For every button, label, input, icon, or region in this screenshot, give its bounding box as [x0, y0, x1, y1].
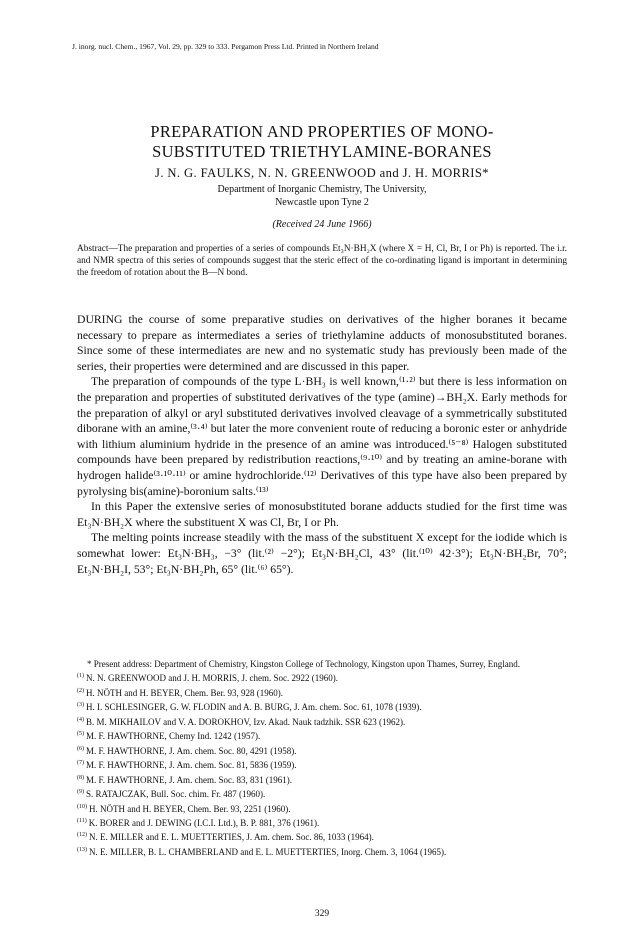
reference-text: K. BORER and J. DEWING (I.C.I. Ltd.), B. P. 881, 376 (1961). [88, 817, 320, 828]
reference-item [77, 844, 567, 858]
reference-number: (12) [77, 832, 87, 839]
paragraph-1 [77, 312, 567, 374]
article-body [77, 312, 567, 577]
reference-number: (3) [77, 702, 84, 709]
reference-item [77, 801, 567, 815]
affiliation-line-1: Department of Inorganic Chemistry, The University, [217, 184, 427, 195]
reference-number: (8) [77, 774, 84, 781]
abstract-label: Abstract [77, 244, 109, 254]
reference-number: (4) [77, 716, 84, 723]
author-list: J. N. G. FAULKS, N. N. GREENWOOD and J. H. MORRIS* [155, 166, 489, 180]
paragraph-1-text: the course of some preparative studies on derivatives of the higher boranes it became necessary to prepare as intermediates a series of triethylamine adducts of monosubstituted boranes. Since some of these intermediates are new and no systematic study has previously been made of the series, their properties were determined and are discussed in this paper. [77, 313, 567, 373]
footnotes [77, 658, 567, 858]
reference-number: (6) [77, 745, 84, 752]
article-title [30, 122, 614, 162]
reference-text: M. F. HAWTHORNE, J. Am. chem. Soc. 83, 831 (1961). [86, 774, 293, 785]
reference-item [77, 743, 567, 757]
reference-item [77, 772, 567, 786]
reference-item [77, 815, 567, 829]
reference-item [77, 757, 567, 771]
received-date: (Received 24 June 1966) [272, 219, 372, 230]
reference-text: N. N. GREENWOOD and J. H. MORRIS, J. chem. Soc. 2922 (1960). [86, 673, 338, 684]
reference-item [77, 728, 567, 742]
title-line-1: PREPARATION AND PROPERTIES OF MONO- [150, 122, 494, 141]
affiliation [30, 184, 614, 209]
reference-item [77, 685, 567, 699]
title-line-2: SUBSTITUTED TRIETHYLAMINE-BORANES [152, 142, 492, 161]
abstract [77, 243, 567, 280]
running-head: J. inorg. nucl. Chem., 1967, Vol. 29, pp. 329 to 333. Pergamon Press Ltd. Printed in Northern Ireland [72, 42, 379, 51]
reference-text: N. E. MILLER and E. L. MUETTERTIES, J. Am. chem. Soc. 86, 1033 (1964). [89, 832, 374, 843]
reference-number: (9) [77, 789, 84, 796]
page-number: 329 [314, 909, 330, 919]
paragraph-2: The preparation of compounds of the type L·BH₃ is well known,⁽¹·²⁾ but there is less information on the preparation and properties of substituted derivatives of the type (amine)→BH₂X. Early methods for the preparation of alkyl or aryl substituted derivatives involved cleavage of a symmetrically substituted diborane with an amine,⁽³·⁴⁾ but later the more convenient route of reducing a boronic ester or anhydride with lithium aluminium hydride in the presence of an amine was introduced.⁽⁵⁻⁸⁾ Halogen substituted compounds have been prepared by redistribution reactions,⁽⁹·¹⁰⁾ and by treating an amine-borane with hydrogen halide⁽³·¹⁰·¹¹⁾ or amine hydrochloride.⁽¹²⁾ Derivatives of this type have also been prepared by pyrolysing bis(amine)-boronium salts.⁽¹³⁾ [77, 375, 567, 498]
paragraph-3: In this Paper the extensive series of monosubstituted borane adducts studied for the first time was Et₃N·BH₂X where the substituent X was Cl, Br, I or Ph. [77, 500, 567, 529]
reference-text: M. F. HAWTHORNE, J. Am. chem. Soc. 80, 4291 (1958). [86, 745, 297, 756]
author-footnote: * Present address: Department of Chemistry, Kingston College of Technology, Kingston upon Thames, Surrey, England. [87, 659, 520, 669]
reference-item [77, 714, 567, 728]
affiliation-line-2: Newcastle upon Tyne 2 [275, 196, 369, 208]
drop-word: DURING [77, 313, 123, 326]
reference-number: (5) [77, 731, 84, 738]
reference-text: M. F. HAWTHORNE, Chemy Ind. 1242 (1957). [86, 731, 261, 742]
reference-number: (10) [77, 803, 87, 810]
reference-text: B. M. MIKHAILOV and V. A. DOROKHOV, Izv. Akad. Nauk tadzhik. SSR 623 (1962). [86, 716, 406, 727]
reference-text: H. NÖTH and H. BEYER, Chem. Ber. 93, 2251 (1960). [89, 803, 291, 814]
reference-text: N. E. MILLER, B. L. CHAMBERLAND and E. L. MUETTERTIES, Inorg. Chem. 3, 1064 (1965). [89, 846, 447, 857]
reference-number: (13) [77, 846, 87, 853]
reference-list [77, 670, 567, 858]
paragraph-4: The melting points increase steadily with the mass of the substituent X except for the iodide which is somewhat lower: Et₃N·BH₃, −3° (lit.⁽²⁾ −2°); Et₃N·BH₂Cl, 43° (lit.⁽¹⁰⁾ 42·3°); Et₃N·BH₂Br, 70°; Et₃N·BH₂I, 53°; Et₃N·BH₂Ph, 65° (lit.⁽⁶⁾ 65°). [77, 531, 567, 576]
reference-text: H. NÖTH and H. BEYER, Chem. Ber. 93, 928 (1960). [86, 687, 283, 698]
abstract-text: —The preparation and properties of a series of compounds Et₃N·BH₂X (where X = H, Cl, Br, I or Ph) is reported. The i.r. and NMR spectra of this series of compounds suggest that the steric effect of the co-ordinating ligand is important in determining the freedom of rotation about the B—N bond. [77, 244, 567, 279]
reference-text: M. F. HAWTHORNE, J. Am. chem. Soc. 81, 5836 (1959). [86, 760, 297, 771]
reference-number: (7) [77, 760, 84, 767]
reference-number: (11) [77, 817, 87, 824]
reference-item [77, 829, 567, 843]
reference-number: (1) [77, 673, 84, 680]
reference-item [77, 786, 567, 800]
reference-item [77, 699, 567, 713]
reference-text: S. RATAJCZAK, Bull. Soc. chim. Fr. 487 (1960). [86, 789, 266, 800]
reference-item [77, 670, 567, 684]
reference-text: H. I. SCHLESINGER, G. W. FLODIN and A. B. BURG, J. Am. chem. Soc. 61, 1078 (1939). [86, 702, 422, 713]
reference-number: (2) [77, 687, 84, 694]
